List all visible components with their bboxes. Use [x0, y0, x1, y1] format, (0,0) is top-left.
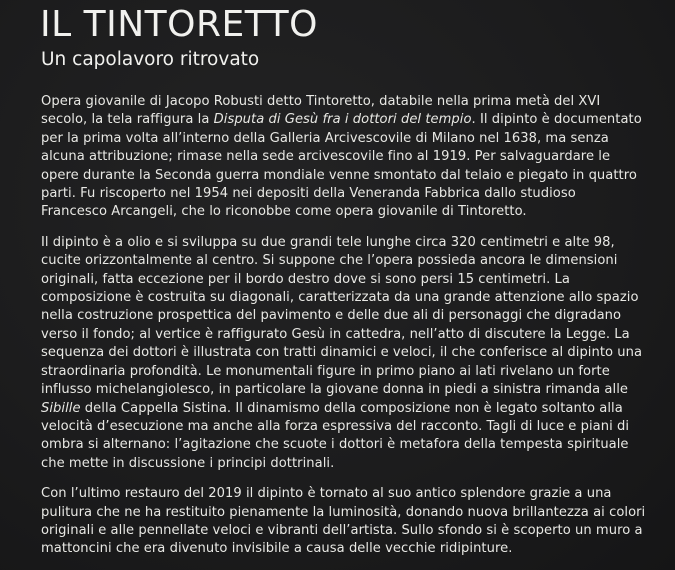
text-segment: secolo, la tela raffigura la: [41, 112, 214, 128]
text-line: alcuna attribuzione; rimase nella sede arcivescovile fino al 1919. Per salvaguardare le: [41, 149, 611, 165]
text-line: cucite orizzontalmente al centro. Si suppone che l’opera possieda ancora le dimensioni: [41, 253, 618, 269]
text-line: composizione è costruita su diagonali, caratterizzata da una grande attenzione allo spazio: [41, 290, 639, 306]
text-line: velocità d’esecuzione ma anche alla forza espressiva del racconto. Tagli di luce e piani di: [41, 418, 630, 434]
text-line: per la prima volta all’interno della Galleria Arcivescovile di Milano nel 1638, ma senza: [41, 130, 609, 146]
text-line: verso il fondo; al vertice è raffigurato Gesù in cattedra, nell’atto di discutere la Legge. La: [41, 326, 630, 342]
panel-title: IL TINTORETTO: [40, 4, 318, 45]
paragraph-description: [41, 234, 653, 473]
artwork-reference: Sibille: [41, 400, 81, 416]
text-line: sequenza dei dottori è illustrata con tratti dinamici e veloci, il che conferisce al dipinto una: [41, 345, 643, 361]
text-segment: . Il dipinto è documentato: [471, 112, 642, 128]
text-line: pulitura che ne ha restituito pienamente la luminosità, donando nuova brillantezza ai colori: [41, 504, 646, 520]
artwork-title: Disputa di Gesù fra i dottori del tempio: [213, 112, 472, 128]
text-line: [41, 400, 653, 418]
text-line: Il dipinto è a olio e si sviluppa su due grandi tele lunghe circa 320 centimetri e alte 98,: [41, 234, 615, 250]
text-line: Opera giovanile di Jacopo Robusti detto Tintoretto, databile nella prima metà del XVI: [41, 94, 601, 109]
text-line: Francesco Arcangeli, che lo riconobbe come opera giovanile di Tintoretto.: [41, 204, 527, 220]
text-line: originali e alle pennellate veloci e vibranti dell’artista. Sullo sfondo si è scoperto un muro a: [41, 522, 643, 538]
text-line: originali, fatta eccezione per il bordo destro dove si sono persi 15 centimetri. La: [41, 271, 570, 287]
panel-subtitle: Un capolavoro ritrovato: [41, 49, 260, 70]
panel-body: [41, 93, 653, 570]
text-line: [41, 111, 653, 129]
text-line: Con l’ultimo restauro del 2019 il dipinto è tornato al suo antico splendore grazie a una: [41, 486, 612, 502]
text-line: opere durante la Seconda guerra mondiale venne smontato dal telaio e piegato in quattro: [41, 167, 637, 183]
text-line: influsso michelangiolesco, in particolare la giovane donna in piedi a sinistra rimanda alle: [41, 382, 628, 398]
text-line: parti. Fu riscoperto nel 1954 nei depositi della Veneranda Fabbrica dallo studioso: [41, 186, 576, 202]
text-line: straordinaria profondità. Le monumentali figure in primo piano ai lati rivelano un forte: [41, 363, 610, 379]
text-segment: della Cappella Sistina. Il dinamismo della composizione non è legato soltanto alla: [80, 400, 623, 416]
text-line: ombra si alternano: l’agitazione che scuote i dottori è metafora della tempesta spirituale: [41, 437, 629, 453]
paragraph-history: [41, 93, 653, 222]
paragraph-restoration: [41, 485, 653, 559]
text-line: mattoncini che era divenuto invisibile a causa delle vecchie ridipinture.: [41, 541, 513, 557]
text-line: nella costruzione prospettica del pavimento e delle due ali di personaggi che digradano: [41, 308, 622, 324]
text-line: che mette in discussione i principi dottrinali.: [41, 455, 335, 471]
